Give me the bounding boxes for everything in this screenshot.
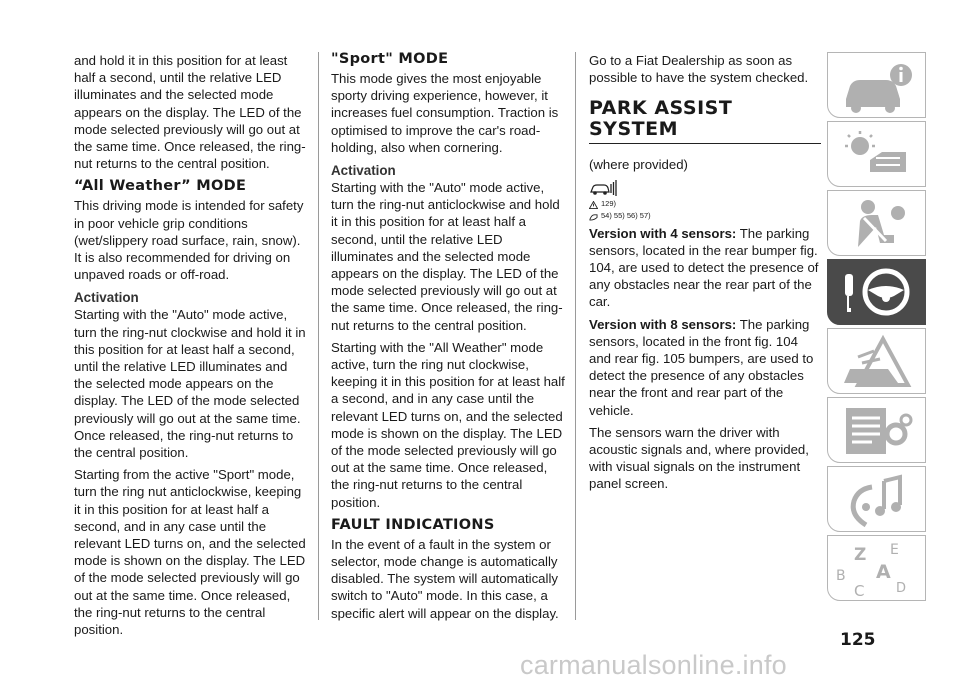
multimedia-icon	[828, 467, 927, 533]
paragraph: Go to a Fiat Dealership as soon as possible to have the system checked.	[589, 53, 809, 86]
index-letter: C	[854, 582, 865, 600]
version-4-lead: Version with 4 sensors:	[589, 225, 737, 241]
notes-reference	[589, 210, 821, 221]
text-column-1	[74, 52, 306, 643]
tab-dashboard[interactable]	[827, 121, 926, 187]
paragraph: Starting with the "Auto" mode active, turn the ring-nut clockwise and hold it in this position for at least half a second, until the relative LED illuminates and the selected mode appears on the display. The LED of the mode selected previously will go out at the same time. Once released, the ring-nut returns to the central position.	[74, 307, 306, 461]
section-heading-fault: FAULT INDICATIONS	[331, 516, 495, 533]
index-letter: D	[896, 581, 907, 596]
text-column-3	[589, 52, 821, 498]
index-alphabet-icon	[828, 536, 927, 602]
note-ref-numbers: 54) 55) 56) 57)	[601, 210, 651, 220]
paragraph: This driving mode is intended for safety in poor vehicle grip conditions (wet/slippery road surface, rain, snow). It is also recommended for driving on unpaved roads or off-road.	[74, 198, 304, 283]
section-heading-sport: "Sport" MODE	[331, 51, 449, 67]
where-provided-note: (where provided)	[589, 157, 688, 173]
tab-safety[interactable]	[827, 190, 926, 256]
paragraph: Starting with the "Auto" mode active, turn the ring-nut anticlockwise and hold it in this position for at least half a second, until the relative LED illuminates and the selected mode appears on the display. The LED of the mode selected previously will go out at the same time. Once released, the ring-nut returns to the central position.	[331, 180, 563, 333]
tab-maintenance[interactable]	[827, 397, 926, 463]
version-8-lead: Version with 8 sensors:	[589, 316, 737, 332]
maintenance-gears-icon	[828, 398, 927, 464]
watermark: carmanualsonline.info	[520, 650, 787, 680]
paragraph-8-sensors	[589, 316, 821, 419]
paragraph: Starting from the active "Sport" mode, turn the ring nut anticlockwise, keeping it in this position for at least half a second, and in any case until the relevant LED turns on, and the selected mode is shown on the display. The LED of the mode selected previously will go out at the same time. Once released, the ring-nut returns to the central position.	[74, 467, 306, 638]
chapter-tabs	[827, 52, 928, 604]
index-letter: E	[890, 542, 899, 558]
paragraph-4-sensors	[589, 225, 821, 311]
warning-reference	[589, 198, 821, 209]
version-8-text: The parking sensors, located in the front fig. 104 and rear fig. 105 bumpers, are used to detect the presence of any obstacles near the front and rear part of the vehicle.	[589, 316, 814, 418]
hand-note-icon	[589, 213, 598, 221]
tab-index[interactable]	[827, 535, 926, 601]
column-divider	[575, 52, 576, 620]
page-number: 125	[840, 630, 876, 650]
emergency-warning-icon	[828, 329, 927, 395]
warning-triangle-icon	[589, 201, 598, 209]
paragraph: This mode gives the most enjoyable sporty driving experience, however, it increases fuel consumption. Traction is optimised to improve the car's road-holding, also when cornering.	[331, 71, 559, 155]
column-divider	[318, 52, 319, 620]
subheading-activation: Activation	[331, 163, 396, 179]
dashboard-lights-icon	[828, 122, 927, 188]
paragraph: In the event of a fault in the system or selector, mode change is automatically disabled. The system will automatically switch to "Auto" mode. In this case, a specific alert will appear on the display.	[331, 536, 559, 621]
car-info-icon	[828, 53, 927, 119]
tab-knowing-car[interactable]	[827, 52, 926, 118]
tab-multimedia[interactable]	[827, 466, 926, 532]
index-letter: Z	[854, 545, 867, 565]
version-4-text: The parking sensors, located in the rear bumper fig. 104, are used to detect the presence of any obstacles near the rear part of the car.	[589, 225, 819, 310]
index-letter: A	[876, 561, 891, 583]
tab-emergency[interactable]	[827, 328, 926, 394]
park-assist-icon	[589, 179, 617, 197]
section-heading-park-assist: PARK ASSIST SYSTEM	[589, 98, 821, 144]
tab-starting-driving[interactable]	[827, 259, 926, 325]
warning-ref-numbers: 129)	[601, 198, 617, 208]
key-steering-wheel-icon	[828, 260, 927, 326]
index-letter: B	[836, 568, 846, 584]
section-heading-all-weather: “All Weather” MODE	[74, 178, 247, 195]
subheading-activation: Activation	[74, 290, 139, 306]
paragraph: and hold it in this position for at least half a second, until the relative LED illuminates and the selected mode appears on the display. The LED of the mode selected previously will go out at the same time. Once released, the ring-nut returns to the central position.	[74, 53, 306, 172]
paragraph: Starting with the "All Weather" mode active, turn the ring nut clockwise, keeping it in this position for at least half a second, and in any case until the relevant LED turns on, and the selected mode is shown on the display. The LED of the mode selected previously will go out at the same time. Once released, the ring-nut returns to the central position.	[331, 339, 565, 510]
text-column-2	[331, 52, 566, 627]
paragraph: The sensors warn the driver with acoustic signals and, where provided, with visual signals on the instrument panel screen.	[589, 424, 809, 492]
seatbelt-safety-icon	[828, 191, 927, 257]
